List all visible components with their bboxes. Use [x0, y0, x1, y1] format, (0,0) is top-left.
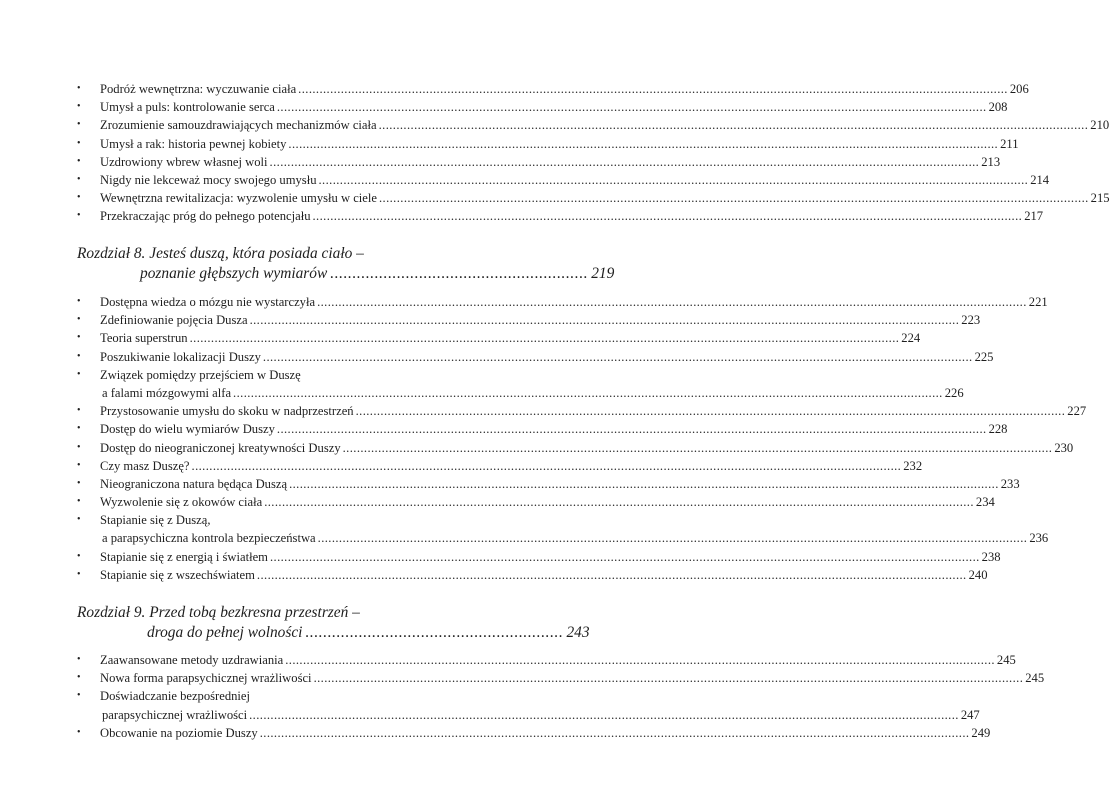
toc-entry-page: 245 [996, 653, 1016, 667]
bullet-icon: • [77, 119, 81, 131]
toc-entry [0, 384, 964, 402]
bullet-icon: • [77, 368, 81, 380]
toc-entry [0, 511, 570, 529]
leader-dots: ........................................................................................................................................................................................................ [355, 404, 1066, 419]
chapter-9-heading [77, 603, 590, 643]
toc-entry-line [100, 439, 1074, 457]
toc-entry-page: 236 [1029, 531, 1049, 546]
toc-entry-title: Poszukiwanie lokalizacji Duszy [100, 349, 261, 364]
toc-entry-line [100, 348, 994, 366]
toc-entry-line [100, 293, 1048, 311]
toc-entry-title: Przystosowanie umysłu do skoku w nadprzestrzeń [100, 404, 354, 419]
toc-entry-line [102, 529, 1049, 547]
toc-entry-title: Związek pomiędzy przejściem w Duszę [100, 367, 301, 382]
toc-entry-title: Teoria superstrun [100, 331, 188, 346]
leader-dots: ........................................................................................................................................................................................................ [317, 531, 1028, 546]
leader-dots: ........................................................................................................................................................................................................ [289, 476, 999, 491]
toc-entry [0, 724, 991, 742]
toc-entry-line [100, 311, 981, 329]
toc-entry-line [100, 687, 500, 705]
bullet-icon: • [77, 83, 81, 94]
leader-dots: ........................................................................................................................................................................................................ [378, 191, 1089, 206]
bullet-icon: • [77, 405, 81, 417]
toc-entry-page: 211 [1000, 136, 1019, 151]
toc-entry-title: Wyzwolenie się z okowów ciała [100, 495, 263, 510]
toc-list-chapter-9 [0, 651, 1045, 742]
toc-entry [0, 189, 1110, 207]
leader-dots: ........................................................................................................................................................................................................ [249, 313, 960, 328]
toc-entry-page: 247 [960, 707, 980, 722]
toc-entry-page: 249 [971, 725, 991, 740]
toc-entry-line [100, 420, 1008, 438]
bullet-icon: • [77, 568, 81, 580]
leader-dots: ........................................................................................................................................................................................................ [249, 707, 959, 722]
bullet-icon: • [77, 173, 81, 185]
toc-entry-line [100, 651, 1016, 669]
toc-entry-line [100, 189, 1110, 207]
toc-entry-line [100, 566, 988, 584]
toc-entry-line [100, 171, 1050, 189]
toc-entry-line [100, 457, 923, 475]
leader-dots: ........................................................................................................................................................................................................ [262, 349, 973, 364]
toc-entry-title: a falami mózgowymi alfa [102, 385, 232, 400]
chapter-8-heading [77, 244, 615, 284]
leader-dots: ........................................................................................................................................................................................................ [318, 172, 1029, 187]
toc-entry [0, 548, 1001, 566]
leader-dots: ........................................................................................................................................................................................................ [342, 440, 1053, 455]
toc-entry [0, 706, 980, 724]
toc-entry-line [100, 135, 1019, 153]
leader-dots: ........................................................................................................................................................................................................ [256, 567, 967, 582]
chapter-9-page: 243 [566, 624, 590, 641]
toc-entry-title: Wewnętrzna rewitalizacja: wyzwolenie umysłu w ciele [100, 191, 377, 206]
leader-dots: ........................................................................................................................................................................................................ [378, 118, 1089, 133]
toc-entry-line [100, 493, 995, 511]
toc-entry-title: parapsychicznej wrażliwości [102, 707, 248, 722]
leader-dots: ........................................................................................................................................................................................................ [285, 653, 995, 667]
toc-entry-title: Czy masz Duszę? [100, 458, 190, 473]
toc-entry-line [100, 98, 1008, 116]
toc-entry [0, 687, 570, 705]
toc-entry-title: Stapianie się z Duszą, [100, 513, 211, 528]
bullet-icon: • [77, 210, 81, 222]
leader-dots: ........................................................................................................................................................................................................ [317, 295, 1027, 309]
bullet-icon: • [77, 332, 81, 344]
toc-entry-line [100, 511, 500, 529]
toc-entry [0, 80, 1029, 98]
bullet-icon: • [77, 726, 81, 738]
leader-dots: ........................................................................................................................................................................................................ [269, 549, 980, 564]
toc-entry-line [100, 724, 991, 742]
toc-entry-page: 233 [1000, 476, 1020, 491]
toc-entry [0, 402, 1087, 420]
toc-entry-page: 232 [903, 458, 923, 473]
leader-dots: ........................................................................................................................................................................................................ [264, 495, 974, 510]
toc-entry-title: Zrozumienie samouzdrawiających mechanizmów ciała [100, 118, 377, 133]
toc-entry [0, 529, 1049, 547]
toc-entry-line [100, 80, 1029, 98]
bullet-icon: • [77, 155, 81, 167]
toc-entry [0, 651, 1016, 669]
toc-entry-title: Nieograniczona natura będąca Duszą [100, 476, 288, 491]
toc-entry-title: Uzdrowiony wbrew własnej woli [100, 154, 268, 169]
toc-entry-page: 210 [1090, 118, 1110, 133]
toc-entry [0, 98, 1008, 116]
toc-entry-title: Obcowanie na poziomie Duszy [100, 725, 258, 740]
toc-entry-page: 234 [975, 495, 995, 510]
toc-entry-page: 230 [1054, 440, 1074, 455]
toc-entry-title: Umysł a rak: historia pewnej kobiety [100, 136, 287, 151]
toc-entry-page: 213 [981, 154, 1001, 169]
leader-dots: ........................................................................................................................................................................................................ [189, 331, 900, 346]
toc-list-chapter-8 [0, 293, 1087, 584]
bullet-icon: • [77, 690, 81, 702]
leader-dots: ........................................................................................................................................................................................................ [259, 725, 970, 740]
leader-dots: .......................................................... [330, 265, 589, 282]
toc-entry-line [100, 116, 1110, 134]
toc-entry-title: Stapianie się z wszechświatem [100, 567, 255, 582]
toc-entry-title: a parapsychiczna kontrola bezpieczeństwa [102, 531, 316, 546]
toc-entry-title: Podróż wewnętrzna: wyczuwanie ciała [100, 82, 297, 96]
toc-entry-line [102, 384, 964, 402]
toc-entry [0, 116, 1110, 134]
toc-entry-title: Nigdy nie lekceważ mocy swojego umysłu [100, 172, 317, 187]
toc-entry [0, 475, 1020, 493]
toc-entry-title: Zaawansowane metody uzdrawiania [100, 653, 284, 667]
toc-entry-line [100, 402, 1087, 420]
toc-entry-page: 214 [1030, 172, 1050, 187]
toc-entry-page: 221 [1028, 295, 1048, 309]
bullet-icon: • [77, 514, 81, 526]
bullet-icon: • [77, 192, 81, 204]
leader-dots: ........................................................................................................................................................................................................ [269, 154, 980, 169]
bullet-icon: • [77, 314, 81, 326]
bullet-icon: • [77, 459, 81, 471]
toc-entry-page: 245 [1025, 671, 1045, 686]
bullet-icon: • [77, 350, 81, 362]
toc-entry-title: Zdefiniowanie pojęcia Dusza [100, 313, 248, 328]
bullet-icon: • [77, 296, 81, 307]
toc-entry [0, 493, 995, 511]
toc-entry-page: 227 [1067, 404, 1087, 419]
toc-entry-title: Przekraczając próg do pełnego potencjału [100, 209, 311, 224]
bullet-icon: • [77, 550, 81, 562]
toc-entry [0, 348, 994, 366]
toc-entry-line [100, 366, 500, 384]
chapter-8-page: 219 [591, 265, 615, 282]
toc-entry-page: 240 [968, 567, 988, 582]
toc-entry-page: 217 [1024, 209, 1044, 224]
toc-entry-title: Doświadczanie bezpośredniej [100, 689, 251, 704]
toc-entry [0, 669, 1045, 687]
toc-entry [0, 457, 923, 475]
chapter-8-subtitle: poznanie głębszych wymiarów [140, 265, 328, 282]
toc-entry [0, 329, 921, 347]
toc-entry-line [100, 153, 1001, 171]
chapter-8-subtitle-line [77, 264, 615, 284]
toc-entry-line [100, 207, 1044, 225]
toc-entry-line [100, 329, 921, 347]
toc-entry-title: Nowa forma parapsychicznej wrażliwości [100, 671, 312, 686]
bullet-icon: • [77, 654, 81, 665]
toc-list-previous-chapter [0, 80, 1110, 226]
toc-entry-title: Stapianie się z energią i światłem [100, 549, 268, 564]
toc-entry [0, 420, 1008, 438]
toc-entry-line [102, 706, 980, 724]
leader-dots: ........................................................................................................................................................................................................ [298, 82, 1008, 96]
toc-entry [0, 135, 1019, 153]
toc-entry-title: Dostęp do wielu wymiarów Duszy [100, 422, 275, 437]
toc-entry-title: Dostęp do nieograniczonej kreatywności Duszy [100, 440, 341, 455]
toc-entry [0, 207, 1044, 225]
toc-entry-page: 228 [988, 422, 1008, 437]
toc-entry-title: Dostępna wiedza o mózgu nie wystarczyła [100, 295, 316, 309]
chapter-8-title: Rozdział 8. Jesteś duszą, która posiada ciało – [77, 245, 364, 262]
leader-dots: .......................................................... [305, 624, 564, 641]
toc-entry [0, 293, 1048, 311]
toc-entry-line [100, 548, 1001, 566]
chapter-9-subtitle-line [77, 623, 590, 643]
leader-dots: ........................................................................................................................................................................................................ [233, 385, 943, 400]
leader-dots: ........................................................................................................................................................................................................ [312, 209, 1023, 224]
leader-dots: ........................................................................................................................................................................................................ [276, 100, 987, 115]
toc-entry-page: 226 [944, 385, 964, 400]
bullet-icon: • [77, 477, 81, 489]
toc-entry [0, 366, 570, 384]
toc-entry [0, 171, 1050, 189]
toc-entry-line [100, 475, 1020, 493]
bullet-icon: • [77, 672, 81, 684]
toc-entry [0, 311, 981, 329]
bullet-icon: • [77, 101, 81, 113]
chapter-9-title: Rozdział 9. Przed tobą bezkresna przestrzeń – [77, 604, 360, 621]
bullet-icon: • [77, 496, 81, 508]
toc-entry-page: 238 [981, 549, 1001, 564]
toc-entry [0, 566, 988, 584]
toc-entry-page: 225 [974, 349, 994, 364]
bullet-icon: • [77, 423, 81, 435]
leader-dots: ........................................................................................................................................................................................................ [313, 671, 1024, 686]
toc-entry-page: 208 [988, 100, 1008, 115]
leader-dots: ........................................................................................................................................................................................................ [288, 136, 999, 151]
toc-entry-page: 206 [1009, 82, 1029, 96]
toc-entry-title: Umysł a puls: kontrolowanie serca [100, 100, 275, 115]
bullet-icon: • [77, 441, 81, 453]
chapter-9-subtitle: droga do pełnej wolności [147, 624, 303, 641]
toc-entry-page: 224 [901, 331, 921, 346]
toc-entry [0, 153, 1001, 171]
toc-entry-page: 215 [1090, 191, 1110, 206]
bullet-icon: • [77, 137, 81, 149]
toc-entry-page: 223 [961, 313, 981, 328]
leader-dots: ........................................................................................................................................................................................................ [276, 422, 987, 437]
toc-entry [0, 439, 1074, 457]
leader-dots: ........................................................................................................................................................................................................ [191, 458, 902, 473]
toc-entry-line [100, 669, 1045, 687]
